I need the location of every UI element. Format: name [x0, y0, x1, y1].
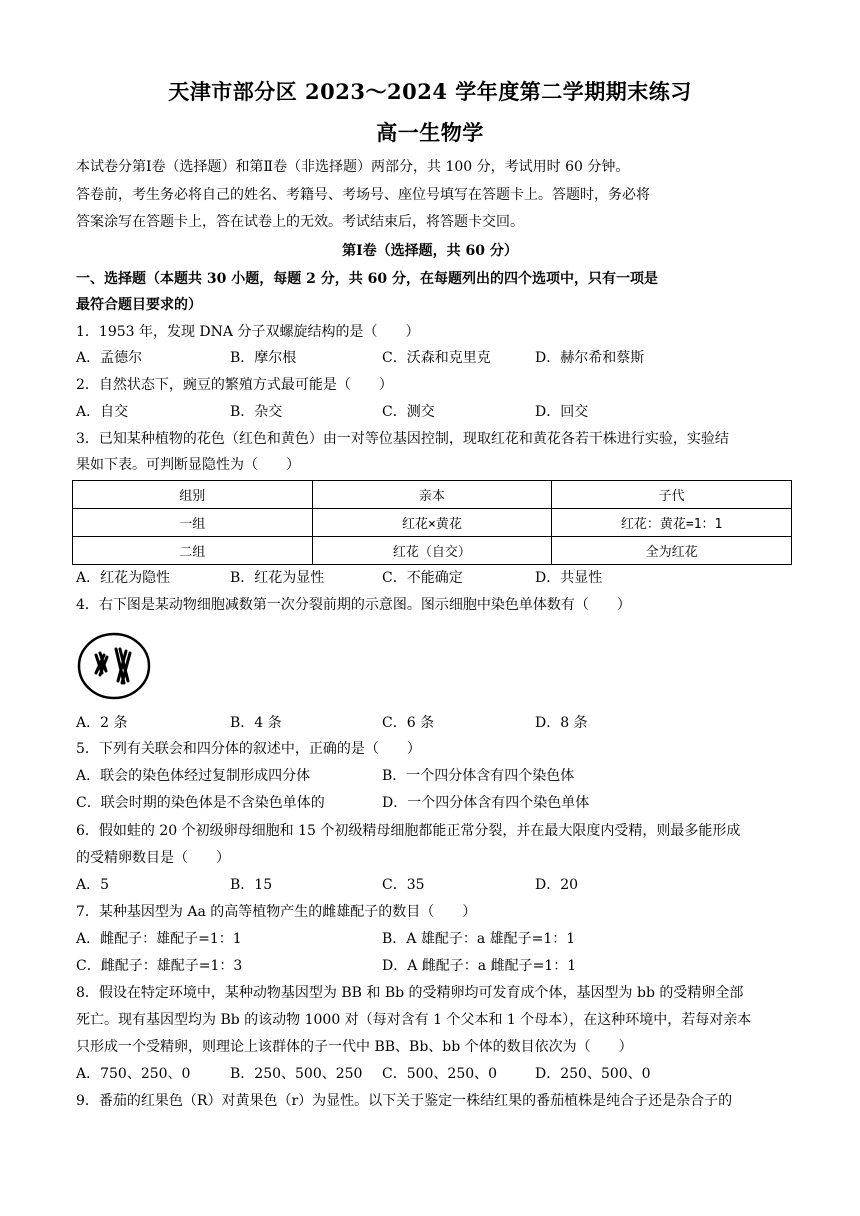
question-7-option-b: B．A 雄配子：a 雄配子=1：1	[382, 931, 576, 947]
table-cell: 红花：黄花=1：1	[552, 509, 792, 537]
question-4-option-c: C．6 条	[382, 715, 435, 731]
instructions-line-3: 答案涂写在答题卡上，答在试卷上的无效。考试结束后，将答题卡交回。	[76, 214, 524, 230]
table-header-cell: 亲本	[312, 481, 552, 509]
table-cell: 红花（自交）	[312, 537, 552, 565]
question-2-option-d: D．回交	[535, 404, 589, 420]
question-8-stem-line-3: 只形成一个受精卵，则理论上该群体的子一代中 BB、Bb、bb 个体的数目依次为（ ）	[76, 1039, 633, 1055]
question-8-option-a: A．750、250、0	[76, 1066, 191, 1082]
table-cell: 二组	[73, 537, 313, 565]
question-4-option-b: B．4 条	[230, 715, 282, 731]
question-8-option-b: B．250、500、250	[230, 1066, 363, 1082]
exam-title: 天津市部分区 2023～2024 学年度第二学期期末练习	[168, 79, 692, 104]
question-2-option-c: C．测交	[382, 404, 435, 420]
section-heading-line-1: 一、选择题（本题共 30 小题，每题 2 分，共 60 分，在每题列出的四个选项中，只有一项是	[76, 271, 658, 287]
question-2-stem: 2．自然状态下，豌豆的繁殖方式最可能是（ ）	[76, 377, 393, 393]
table-row	[73, 509, 792, 537]
question-7-option-c: C．雌配子：雄配子=1：3	[76, 958, 243, 974]
table-cell: 一组	[73, 509, 313, 537]
question-6-option-d: D．20	[535, 877, 579, 893]
question-1-option-d: D．赫尔希和蔡斯	[535, 350, 645, 366]
question-5-stem: 5．下列有关联会和四分体的叙述中，正确的是（ ）	[76, 741, 421, 757]
question-4-option-a: A．2 条	[76, 715, 128, 731]
table-cell: 红花×黄花	[312, 509, 552, 537]
question-8-option-d: D．250、500、0	[535, 1066, 651, 1082]
question-5-option-b: B．一个四分体含有四个染色体	[382, 768, 575, 784]
exam-subject: 高一生物学	[376, 120, 484, 145]
question-5-option-c: C．联会时期的染色体是不含染色单体的	[76, 795, 325, 811]
section-heading-line-2: 最符合题目要求的）	[76, 297, 202, 313]
question-6-stem-line-2: 的受精卵数目是（ ）	[76, 850, 230, 866]
question-3-option-a: A．红花为隐性	[76, 570, 171, 586]
question-3-stem-line-2: 果如下表。可判断显隐性为（ ）	[76, 457, 300, 473]
question-7-option-d: D．A 雌配子：a 雌配子=1：1	[382, 958, 577, 974]
cell-division-diagram	[76, 631, 152, 701]
part-title: 第Ⅰ卷（选择题，共 60 分）	[342, 243, 518, 259]
question-7-option-a: A．雌配子：雄配子=1：1	[76, 931, 242, 947]
instructions-line-2: 答卷前，考生务必将自己的姓名、考籍号、考场号、座位号填写在答题卡上。答题时，务必将	[76, 187, 650, 203]
question-3-stem-line-1: 3．已知某种植物的花色（红色和黄色）由一对等位基因控制，现取红花和黄花各若干株进行实验，实验结	[76, 431, 729, 447]
question-5-option-d: D．一个四分体含有四个染色单体	[382, 795, 590, 811]
question-4-stem: 4．右下图是某动物细胞减数第一次分裂前期的示意图。图示细胞中染色单体数有（ ）	[76, 597, 631, 613]
question-4-option-d: D．8 条	[535, 715, 588, 731]
table-cell: 全为红花	[552, 537, 792, 565]
question-3-option-d: D．共显性	[535, 570, 603, 586]
question-1-option-c: C．沃森和克里克	[382, 350, 491, 366]
question-8-stem-line-1: 8．假设在特定环境中，某种动物基因型为 BB 和 Bb 的受精卵均可发育成个体，基因型为 bb 的受精卵全部	[76, 985, 744, 1001]
question-6-stem-line-1: 6．假如蛙的 20 个初级卵母细胞和 15 个初级精母细胞都能正常分裂，并在最大限度内受精，则最多能形成	[76, 823, 741, 839]
table-row	[73, 537, 792, 565]
question-7-stem: 7．某种基因型为 Aa 的高等植物产生的雌雄配子的数目（ ）	[76, 904, 477, 920]
question-5-option-a: A．联会的染色体经过复制形成四分体	[76, 768, 311, 784]
question-2-option-b: B．杂交	[230, 404, 283, 420]
question-6-option-c: C．35	[382, 877, 425, 893]
question-6-option-a: A．5	[76, 877, 110, 893]
table-header-cell: 组别	[73, 481, 313, 509]
question-8-option-c: C．500、250、0	[382, 1066, 498, 1082]
table-header-cell: 子代	[552, 481, 792, 509]
question-1-option-b: B．摩尔根	[230, 350, 297, 366]
question-9-stem: 9．番茄的红果色（R）对黄果色（r）为显性。以下关于鉴定一株结红果的番茄植株是纯合子还是杂合子的	[76, 1093, 733, 1109]
question-6-option-b: B．15	[230, 877, 273, 893]
question-3-table	[72, 480, 792, 565]
question-1-option-a: A．孟德尔	[76, 350, 143, 366]
question-3-option-c: C．不能确定	[382, 570, 463, 586]
table-header-row	[73, 481, 792, 509]
instructions-line-1: 本试卷分第Ⅰ卷（选择题）和第Ⅱ卷（非选择题）两部分，共 100 分，考试用时 60 分钟。	[76, 159, 630, 175]
question-3-option-b: B．红花为显性	[230, 570, 325, 586]
question-1-stem: 1．1953 年，发现 DNA 分子双螺旋结构的是（ ）	[76, 324, 420, 340]
question-2-option-a: A．自交	[76, 404, 129, 420]
question-8-stem-line-2: 死亡。现有基因型均为 Bb 的该动物 1000 对（每对含有 1 个父本和 1 个母本），在这种环境中，若每对亲本	[76, 1012, 752, 1028]
